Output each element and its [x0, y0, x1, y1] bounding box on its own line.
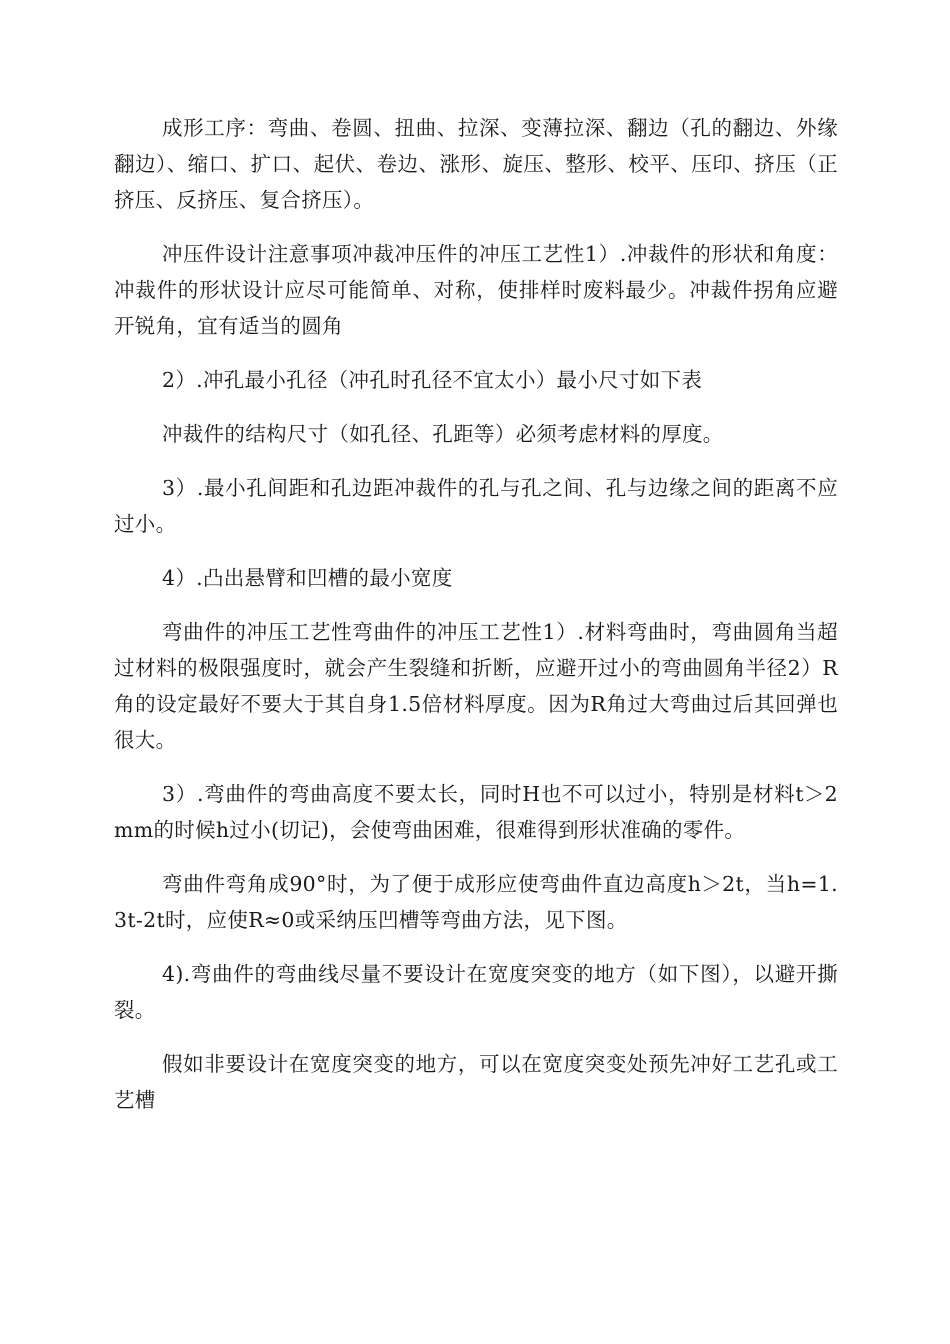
paragraph-bending-height: 3）.弯曲件的弯曲高度不要太长，同时H也不可以过小，特别是材料t＞2mm的时候h过小(切记)，会使弯曲困难，很难得到形状准确的零件。: [114, 782, 838, 842]
paragraph-min-hole-diameter: 2）.冲孔最小孔径（冲孔时孔径不宜太小）最小尺寸如下表: [162, 368, 703, 392]
document-body: [114, 110, 838, 1136]
paragraph-forming-processes: 成形工序：弯曲、卷圆、扭曲、拉深、变薄拉深、翻边（孔的翻边、外缘翻边）、缩口、扩口、起伏、卷边、涨形、旋压、整形、校平、压印、挤压（正挤压、反挤压、复合挤压）。: [114, 116, 838, 212]
paragraph-cantilever-width: 4）.凸出悬臂和凹槽的最小宽度: [162, 566, 453, 590]
paragraph-process-hole: 假如非要设计在宽度突变的地方，可以在宽度突变处预先冲好工艺孔或工艺槽: [114, 1052, 838, 1112]
paragraph-hole-spacing: 3）.最小孔间距和孔边距冲裁件的孔与孔之间、孔与边缘之间的距离不应过小。: [114, 476, 838, 536]
paragraph-structure-size: 冲裁件的结构尺寸（如孔径、孔距等）必须考虑材料的厚度。: [162, 422, 724, 446]
paragraph-bending-90: 弯曲件弯角成90°时，为了便于成形应使弯曲件直边高度h＞2t，当h=1.3t-2t时，应使R≈0或采纳压凹槽等弯曲方法，见下图。: [114, 872, 838, 932]
paragraph-bending-radius: 弯曲件的冲压工艺性弯曲件的冲压工艺性1）.材料弯曲时，弯曲圆角当超过材料的极限强度时，就会产生裂缝和折断，应避开过小的弯曲圆角半径2）R角的设定最好不要大于其自身1.5倍材料厚度。因为R角过大弯曲过后其回弹也很大。: [114, 620, 838, 752]
paragraph-bending-line: 4).弯曲件的弯曲线尽量不要设计在宽度突变的地方（如下图），以避开撕裂。: [114, 962, 838, 1022]
paragraph-blanking-shape: 冲压件设计注意事项冲裁冲压件的冲压工艺性1）.冲裁件的形状和角度：冲裁件的形状设计应尽可能简单、对称，使排样时废料最少。冲裁件拐角应避开锐角，宜有适当的圆角: [114, 242, 838, 338]
